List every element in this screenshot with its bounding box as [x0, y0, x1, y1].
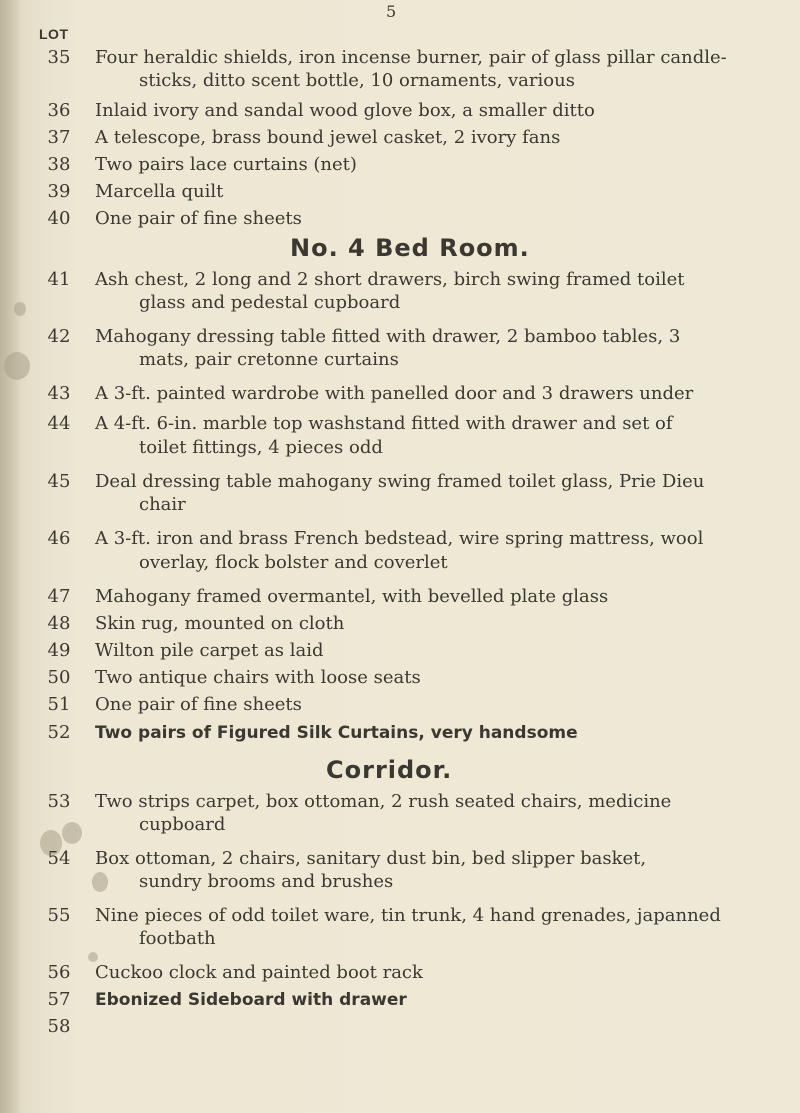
lot-description: Two pairs lace curtains (net)	[95, 154, 357, 175]
lot-number: 58	[47, 1016, 71, 1037]
lot-description-continued: footbath	[139, 928, 216, 949]
lot-description-continued: glass and pedestal cupboard	[139, 292, 401, 313]
section-heading-bed-room: No. 4 Bed Room.	[290, 234, 530, 262]
lot-column-header: LOT	[39, 26, 69, 42]
lot-description-continued: cupboard	[139, 814, 226, 835]
lot-number: 43	[47, 383, 71, 404]
lot-description-continued: toilet fittings, 4 pieces odd	[139, 437, 383, 458]
lot-number: 41	[47, 269, 71, 290]
lot-number: 48	[47, 613, 71, 634]
lot-number: 50	[47, 667, 71, 688]
lot-number: 44	[47, 413, 71, 434]
lot-number: 53	[47, 791, 71, 812]
lot-description: Ash chest, 2 long and 2 short drawers, birch swing framed toilet	[95, 269, 685, 290]
lot-description: A telescope, brass bound jewel casket, 2 ivory fans	[95, 127, 561, 148]
lot-number: 42	[47, 326, 71, 347]
section-heading-corridor: Corridor.	[326, 756, 453, 784]
lot-description: Two antique chairs with loose seats	[95, 667, 421, 688]
stain-mark	[62, 822, 82, 844]
lot-description-continued: chair	[139, 494, 186, 515]
lot-description: Cuckoo clock and painted boot rack	[95, 962, 423, 983]
stain-mark	[88, 952, 98, 962]
lot-description: Four heraldic shields, iron incense burner, pair of glass pillar candle-	[95, 47, 727, 68]
lot-description: Wilton pile carpet as laid	[95, 640, 324, 661]
stain-mark	[4, 352, 30, 380]
lot-number: 35	[47, 47, 71, 68]
lot-description: A 3-ft. iron and brass French bedstead, wire spring mattress, wool	[95, 528, 704, 549]
lot-description: Skin rug, mounted on cloth	[95, 613, 345, 634]
lot-description: Inlaid ivory and sandal wood glove box, a smaller ditto	[95, 100, 595, 121]
lot-number: 47	[47, 586, 71, 607]
lot-number: 39	[47, 181, 71, 202]
lot-number: 37	[47, 127, 71, 148]
lot-number: 51	[47, 694, 71, 715]
page-number: 5	[386, 2, 397, 21]
stain-mark	[14, 302, 26, 316]
lot-description: A 3-ft. painted wardrobe with panelled door and 3 drawers under	[95, 383, 694, 404]
lot-description: One pair of fine sheets	[95, 694, 302, 715]
lot-number: 55	[47, 905, 71, 926]
lot-number: 38	[47, 154, 71, 175]
lot-description: Deal dressing table mahogany swing framed toilet glass, Prie Dieu	[95, 471, 705, 492]
lot-description: A 4-ft. 6-in. marble top washstand fitted with drawer and set of	[95, 413, 673, 434]
lot-number: 52	[47, 722, 71, 743]
lot-description-continued: sticks, ditto scent bottle, 10 ornaments, various	[139, 70, 575, 91]
lot-number: 36	[47, 100, 71, 121]
lot-description-continued: sundry brooms and brushes	[139, 871, 394, 892]
lot-description: Box ottoman, 2 chairs, sanitary dust bin, bed slipper basket,	[95, 848, 647, 869]
lot-number: 49	[47, 640, 71, 661]
lot-number: 40	[47, 208, 71, 229]
lot-number: 45	[47, 471, 71, 492]
lot-description: Mahogany dressing table fitted with drawer, 2 bamboo tables, 3	[95, 326, 681, 347]
lot-number: 56	[47, 962, 71, 983]
lot-description: Ebonized Sideboard with drawer	[95, 990, 407, 1010]
lot-description-continued: overlay, flock bolster and coverlet	[139, 552, 448, 573]
lot-description: Mahogany framed overmantel, with bevelled plate glass	[95, 586, 609, 607]
lot-description-continued: mats, pair cretonne curtains	[139, 349, 399, 370]
lot-number: 46	[47, 528, 71, 549]
lot-number: 54	[47, 848, 71, 869]
lot-description: Nine pieces of odd toilet ware, tin trunk, 4 hand grenades, japanned	[95, 905, 721, 926]
lot-description: Two strips carpet, box ottoman, 2 rush seated chairs, medicine	[95, 791, 672, 812]
lot-description: Marcella quilt	[95, 181, 224, 202]
lot-description: Two pairs of Figured Silk Curtains, very handsome	[95, 723, 578, 743]
stain-mark	[92, 872, 108, 892]
lot-number: 57	[47, 989, 71, 1010]
page-edge-shadow	[0, 0, 22, 1113]
lot-description: One pair of fine sheets	[95, 208, 302, 229]
